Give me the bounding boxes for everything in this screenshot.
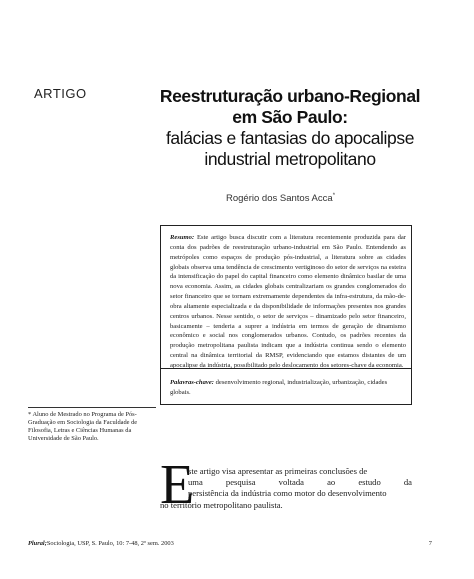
author-name: Rogério dos Santos Acca [226,193,333,205]
footer-citation-text: Sociologia, USP, S. Paulo, 10: 7-48, 2º sem. 2003 [46,540,174,547]
author-footnote-marker: * [332,193,336,199]
keywords-label: Palavras-chave: [170,379,214,386]
author-footnote: * Aluno de Mestrado no Programa de Pós-Graduação em Sociologia da Faculdade de Filosofia, Letras e Ciências Humanas da Universidade de São Paulo. [28,411,138,443]
page-number: 7 [428,540,432,547]
intro-line-4: no território metropolitano paulista. [160,499,283,510]
keywords-list: desenvolvimento regional, industrialização, urbanização, cidades globais. [170,379,388,396]
intro-line-2: uma pesquisa voltada ao estudo da [188,477,412,488]
footer-journal: Plural; [28,540,47,547]
drop-cap: E [160,454,195,516]
footer-citation [28,540,174,547]
abstract-body: Este artigo busca discutir com a literatura recentemente produzida para dar conta dos padrões de reestruturação urbano-industrial em São Paulo. Entendendo as metrópoles como espaços de produção pós-industrial, a literatura sobre as cidades globais observa uma tendência de crescimento vertiginoso do setor de serviços na esteira da intensificação do papel do capital financeiro como elemento dinâmico basilar de uma nova economia. Assim, as cidades globais centralizariam os grandes conglomerados do setor financeiro que se tornam extremamente dependentes da infra-estrutura, da mão-de-obra altamente especializada e da disponibilidade de informações presentes nos grandes centros urbanos. Nesse sentido, o setor de serviços – dinamizado pelo setor financeiro, basicamente – tenderia a suprer a indústria em termos de geração de dinamismo econômico e social nos conglomerados urbanos. Contudo, os padrões recentes da produção metropolitana paulista indicam que a indústria continua sendo o elemento central na dinâmica territorial da RMSP, evidenciando que estamos distantes de um apocalipse da indústria, possibilitado pelo deslocamento dos setores-chave da economia. [170,234,406,369]
intro-paragraph [160,466,412,511]
section-label: ARTIGO [34,86,87,101]
footnote-divider [28,407,156,408]
article-title-line-2: em São Paulo: [232,107,348,127]
article-subtitle-line-2: industrial metropolitano [204,149,376,169]
page-footer [28,540,432,547]
intro-line-1: ste artigo visa apresentar as primeiras conclusões de [188,466,368,476]
article-subtitle-line-1: falácias e fantasias do apocalipse [165,128,415,148]
keywords-divider [160,368,412,369]
author-byline [226,193,335,204]
abstract-label: Resumo: [170,234,195,241]
keywords [170,378,406,397]
article-title-line-1: Reestruturação urbano-Regional [159,86,421,106]
abstract [170,233,406,371]
intro-line-3: persistência da indústria como motor do desenvolvimento [188,488,387,499]
